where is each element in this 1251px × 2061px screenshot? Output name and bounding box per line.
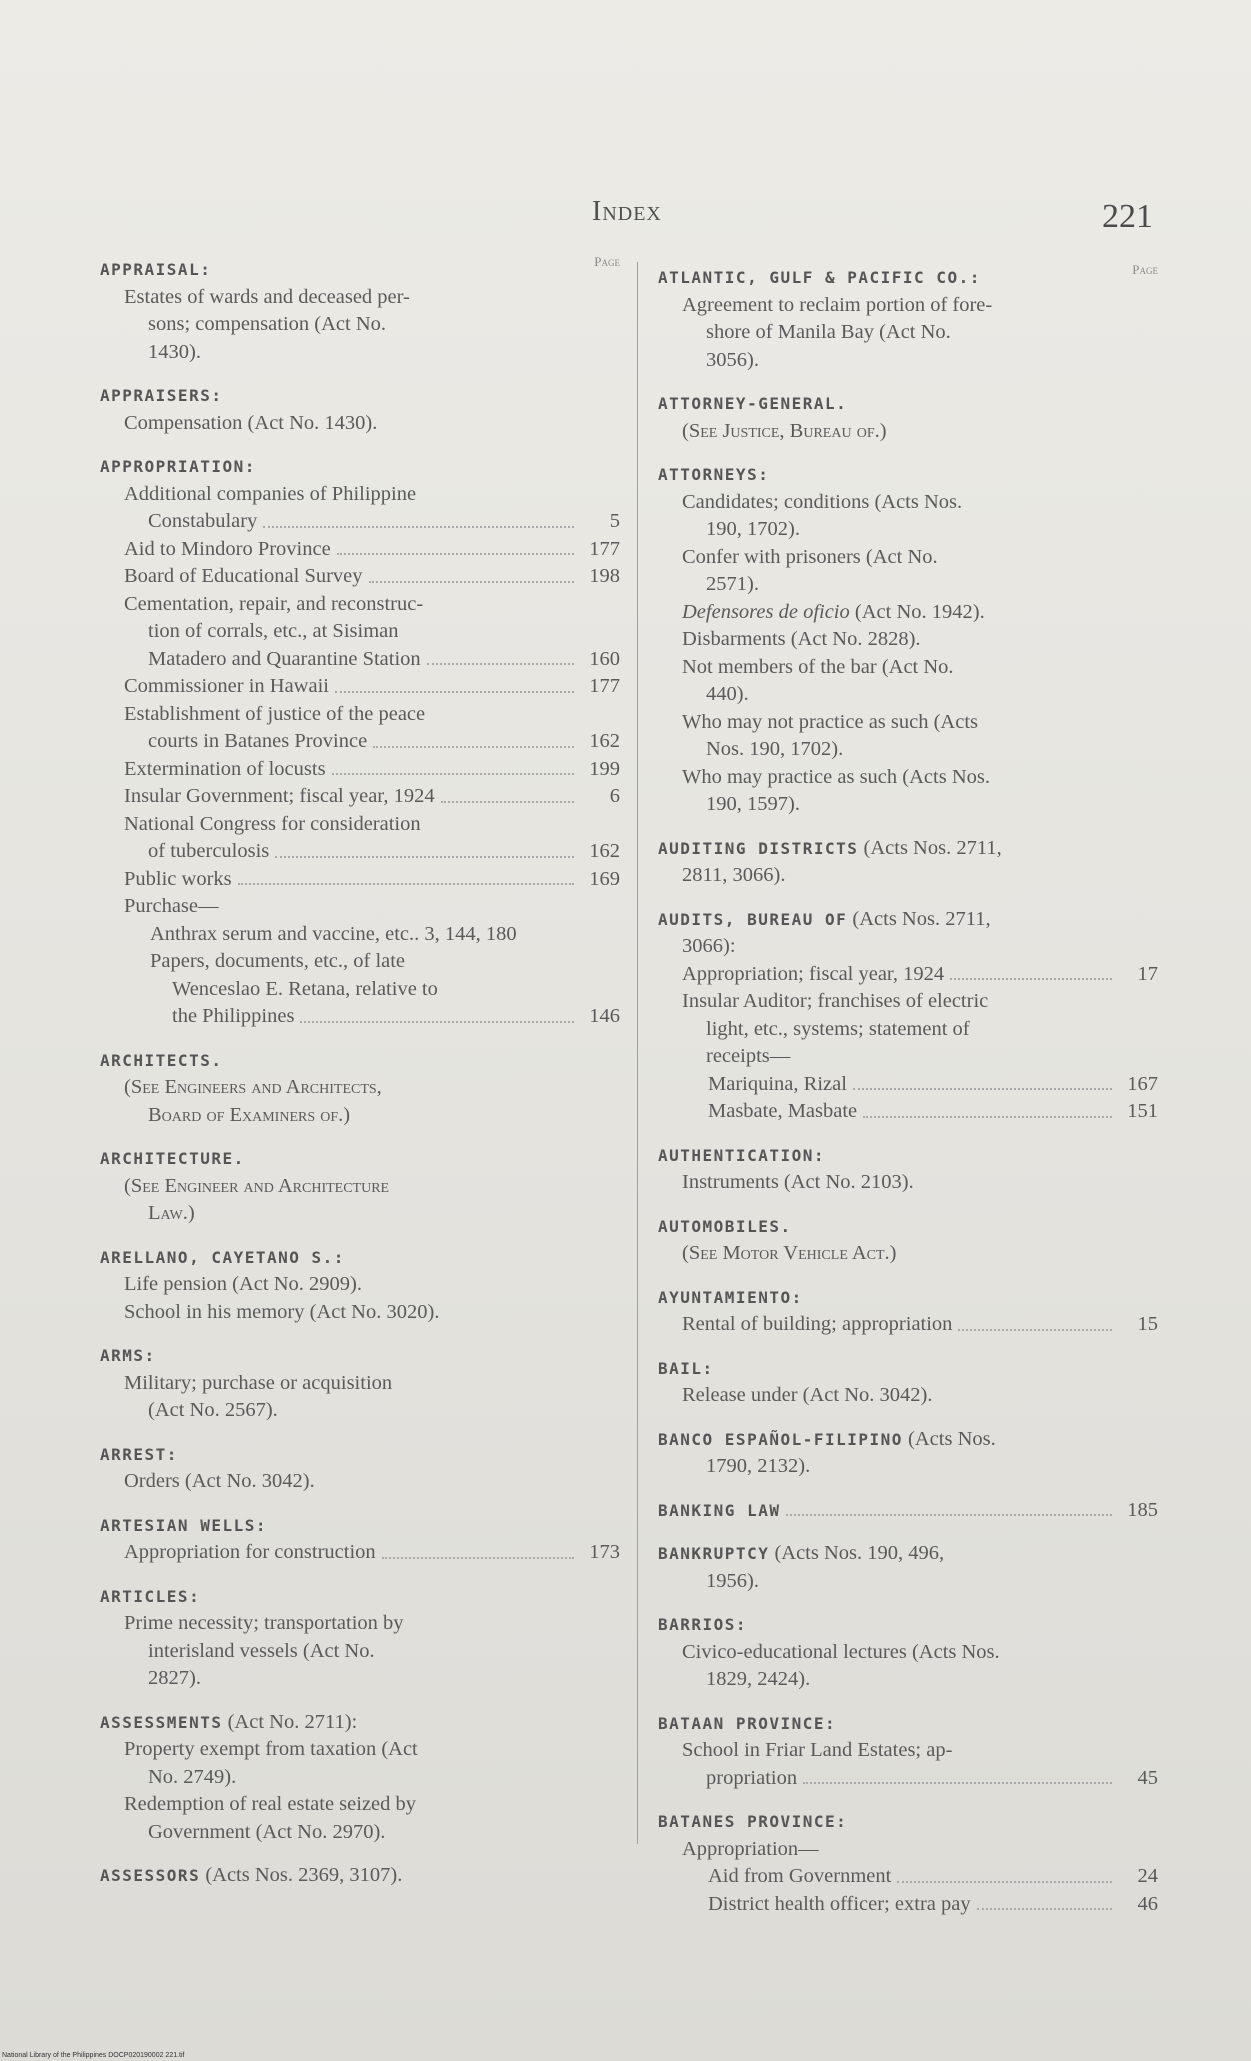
page-ref: 5 [609, 510, 620, 532]
entry-heading: APPRAISAL: [100, 260, 212, 279]
entry-line: 1956). [706, 1569, 759, 1592]
entry-line: 190, 1702). [706, 518, 800, 540]
entry-heading-tail: (Act No. 2711): [227, 1710, 358, 1733]
entry-line: (See Engineers and Architects, [124, 1076, 382, 1098]
entry-ayuntamiento [658, 1284, 1158, 1339]
entry-heading: BANKRUPTCY [658, 1544, 770, 1563]
entry-line: Wenceslao E. Retana, relative to [172, 977, 438, 1000]
entry-heading-tail: (Acts Nos. 2711, [852, 907, 991, 930]
entry-line: 440). [706, 683, 749, 705]
entry-text: Insular Government; fiscal year, 1924 [124, 785, 435, 807]
entry-line: shore of Manila Bay (Act No. [706, 321, 951, 343]
entry-line: (See Engineer and Architecture [124, 1174, 390, 1197]
entry-text: Rental of building; appropriation [682, 1313, 953, 1335]
entry-heading-tail: (Acts Nos. 190, 496, [774, 1542, 945, 1564]
entry-appropriation [100, 453, 620, 1031]
dot-leader [332, 772, 574, 775]
page-ref: 162 [589, 840, 620, 862]
page-ref: 151 [1127, 1100, 1158, 1122]
entry-line: interisland vessels (Act No. [148, 1639, 375, 1662]
page-ref: 45 [1137, 1766, 1158, 1789]
entry-line: receipts— [706, 1045, 791, 1067]
entry-row [100, 536, 620, 564]
entry-row [100, 756, 620, 784]
dot-leader [369, 580, 574, 583]
entry-line: 2811, 3066). [682, 864, 786, 886]
page-ref: 177 [589, 675, 620, 697]
entry-banking-law [658, 1497, 1158, 1525]
entry-text: of tuberculosis [148, 840, 270, 862]
page-ref: 162 [589, 730, 620, 752]
entry-line: Disbarments (Act No. 2828). [682, 628, 921, 650]
entry-heading: BANKING LAW [658, 1500, 781, 1520]
entry-line: 1829, 2424). [706, 1668, 811, 1690]
dot-leader [337, 552, 574, 555]
dot-leader [950, 977, 1112, 980]
entry-attorneys [658, 461, 1158, 819]
page-ref: 146 [589, 1005, 620, 1027]
entry-row [100, 728, 620, 756]
entry-row [100, 783, 620, 811]
page-ref: 177 [589, 537, 620, 560]
entry-row [100, 1539, 620, 1567]
entry-line: Board of Examiners of.) [148, 1103, 351, 1126]
entry-line: Agreement to reclaim portion of fore- [682, 293, 993, 316]
column-divider [637, 262, 638, 1844]
entry-line: Appropriation— [682, 1837, 819, 1860]
entry-line: Life pension (Act No. 2909). [124, 1273, 362, 1295]
dot-leader [803, 1781, 1112, 1784]
entry-line: Candidates; conditions (Acts Nos. [682, 490, 963, 513]
entry-text: Extermination of locusts [124, 757, 326, 780]
page-ref: 167 [1127, 1072, 1158, 1095]
entry-line: 1430). [148, 340, 201, 363]
entry-text: District health officer; extra pay [708, 1892, 971, 1915]
entry-line: National Congress for consideration [124, 812, 421, 835]
entry-heading-tail: (Acts Nos. [908, 1427, 996, 1450]
entry-batanes [658, 1808, 1158, 1918]
entry-line: Civico-educational lectures (Acts Nos. [682, 1640, 1000, 1663]
entry-heading: APPRAISERS: [100, 386, 223, 405]
entry-heading: BATANES PROVINCE: [658, 1812, 848, 1831]
page-ref: 169 [589, 867, 620, 890]
entry-heading: ARTICLES: [100, 1586, 201, 1606]
dot-leader [238, 882, 574, 885]
entry-heading-tail: (Acts Nos. 2711, [863, 836, 1002, 859]
dot-leader [263, 525, 574, 528]
entry-line: Papers, documents, etc., of late [150, 950, 406, 972]
entry-text: propriation [706, 1766, 798, 1789]
page-ref: 46 [1137, 1892, 1158, 1915]
dot-leader [863, 1115, 1112, 1118]
entry-line: (See Motor Vehicle Act.) [682, 1242, 897, 1264]
entry-line: light, etc., systems; statement of [706, 1017, 970, 1040]
entry-line: (See Justice, Bureau of.) [682, 419, 887, 442]
entry-line: Confer with prisoners (Act No. [682, 545, 938, 568]
entry-line: Government (Act No. 2970). [148, 1820, 386, 1843]
dot-leader [441, 800, 574, 803]
entry-architecture [100, 1145, 620, 1228]
entry-line: Purchase— [124, 895, 219, 917]
page-ref: 198 [589, 565, 620, 587]
entry-articles [100, 1583, 620, 1693]
entry-heading: BANCO ESPAÑOL-FILIPINO [658, 1429, 903, 1449]
page-ref: 173 [589, 1541, 620, 1563]
entry-heading: ASSESSORS [100, 1866, 201, 1885]
entry-attorney-general [658, 390, 1158, 445]
dot-leader [786, 1513, 1112, 1516]
entry-line: 190, 1597). [706, 793, 800, 815]
entry-line: No. 2749). [148, 1765, 237, 1788]
entry-heading-tail: (Acts Nos. 2369, 3107). [205, 1864, 403, 1886]
entry-bankruptcy [658, 1540, 1158, 1595]
entry-line: Prime necessity; transportation by [124, 1612, 404, 1634]
dot-leader [977, 1907, 1112, 1910]
page-ref: 160 [589, 647, 620, 670]
entry-heading: APPROPRIATION: [100, 457, 256, 476]
entry-barrios [658, 1611, 1158, 1694]
right-column [658, 264, 1158, 1934]
left-column [100, 256, 620, 1906]
entry-row [658, 1863, 1158, 1891]
entry-row [100, 673, 620, 701]
entry-line: Law.) [148, 1202, 195, 1224]
dot-leader [853, 1087, 1112, 1090]
entry-heading: ATLANTIC, GULF & PACIFIC CO.: [658, 268, 981, 287]
entry-row [100, 866, 620, 894]
entry-row [658, 1098, 1158, 1126]
entry-line: Insular Auditor; franchises of electric [682, 990, 989, 1012]
entry-heading: ARMS: [100, 1346, 156, 1365]
entry-line: Not members of the bar (Act No. [682, 655, 954, 678]
running-title: Index [592, 196, 662, 227]
entry-artesian-wells [100, 1512, 620, 1567]
page-ref: 15 [1137, 1313, 1158, 1335]
archive-credit: National Library of the Philippines DOCP020190002 221.tif [2, 2052, 185, 2059]
entry-heading: ASSESSMENTS [100, 1712, 223, 1732]
entry-line: Compensation (Act No. 1430). [124, 411, 378, 434]
page-number: 221 [1102, 198, 1153, 235]
entry-heading: AUDITS, BUREAU OF [658, 909, 848, 929]
entry-row [658, 961, 1158, 989]
entry-row [100, 838, 620, 866]
entry-line: School in Friar Land Estates; ap- [682, 1739, 953, 1761]
entry-line: Nos. 190, 1702). [706, 738, 844, 760]
page-ref: 185 [1127, 1498, 1158, 1521]
entry-line [658, 599, 1158, 627]
dot-leader [897, 1880, 1112, 1883]
entry-auditing-districts [658, 835, 1158, 890]
entry-text: Defensores de oficio [682, 600, 850, 623]
entry-audits [658, 906, 1158, 1126]
entry-architects [100, 1047, 620, 1130]
entry-heading: ARTESIAN WELLS: [100, 1515, 267, 1535]
entry-heading: ATTORNEYS: [658, 465, 770, 484]
entry-line: sons; compensation (Act No. [148, 313, 386, 335]
entry-line: Property exempt from taxation (Act [124, 1738, 418, 1760]
entry-text: Appropriation for construction [124, 1541, 376, 1563]
entry-automobiles [658, 1213, 1158, 1268]
entry-row [100, 563, 620, 591]
entry-heading: AYUNTAMIENTO: [658, 1287, 803, 1307]
page-column-label: Page [594, 254, 620, 269]
entry-text: the Philippines [172, 1005, 295, 1027]
entry-line: 3056). [706, 348, 759, 371]
dot-leader [427, 662, 574, 665]
entry-line: Orders (Act No. 3042). [124, 1470, 315, 1492]
entry-row [100, 1003, 620, 1031]
entry-bataan [658, 1710, 1158, 1793]
dot-leader [300, 1020, 574, 1023]
entry-heading: BAIL: [658, 1358, 714, 1378]
entry-heading: ARREST: [100, 1444, 178, 1464]
entry-row [658, 1071, 1158, 1099]
entry-line: School in his memory (Act No. 3020). [124, 1300, 440, 1323]
entry-row [658, 1891, 1158, 1919]
entry-line: Release under (Act No. 3042). [682, 1384, 933, 1406]
entry-line: 2571). [706, 573, 759, 595]
entry-line: Cementation, repair, and reconstruc- [124, 592, 424, 615]
entry-line: Estates of wards and deceased per- [124, 285, 410, 308]
dot-leader [335, 690, 574, 693]
entry-line: (Act No. 2567). [148, 1399, 278, 1421]
entry-text: Board of Educational Survey [124, 565, 363, 587]
entry-text: Constabulary [148, 510, 258, 532]
entry-text: courts in Batanes Province [148, 730, 368, 752]
entry-text: Matadero and Quarantine Station [148, 647, 421, 670]
page-ref: 199 [589, 757, 620, 780]
entry-line: Establishment of justice of the peace [124, 702, 426, 725]
entry-arellano [100, 1244, 620, 1327]
entry-row [100, 646, 620, 674]
entry-line: Military; purchase or acquisition [124, 1371, 393, 1394]
entry-text: Public works [124, 867, 232, 890]
entry-line: 1790, 2132). [706, 1455, 811, 1477]
entry-arms [100, 1342, 620, 1425]
entry-line: 2827). [148, 1667, 201, 1689]
entry-line: Additional companies of Philippine [124, 482, 417, 505]
entry-heading: AUTHENTICATION: [658, 1145, 825, 1165]
entry-row [100, 508, 620, 536]
entry-text: Aid to Mindoro Province [124, 537, 331, 560]
entry-line: Redemption of real estate seized by [124, 1793, 417, 1815]
entry-heading: ARELLANO, CAYETANO S.: [100, 1247, 345, 1267]
page-column-label: Page [1132, 262, 1158, 277]
entry-heading: BARRIOS: [658, 1615, 748, 1634]
page-ref: 6 [609, 785, 620, 807]
entry-appraisers [100, 382, 620, 437]
entry-heading: AUTOMOBILES. [658, 1216, 792, 1236]
entry-heading: ARCHITECTURE. [100, 1149, 245, 1168]
entry-line: Instruments (Act No. 2103). [682, 1171, 914, 1193]
entry-assessments [100, 1709, 620, 1847]
entry-text: Appropriation; fiscal year, 1924 [682, 962, 945, 985]
entry-heading: BATAAN PROVINCE: [658, 1713, 837, 1733]
entry-heading: ATTORNEY-GENERAL. [658, 394, 848, 413]
entry-bail [658, 1355, 1158, 1410]
entry-text: Commissioner in Hawaii [124, 675, 329, 697]
entry-line: 3066): [682, 935, 736, 957]
dot-leader [275, 855, 574, 858]
entry-row [658, 1497, 1158, 1525]
dot-leader [373, 745, 574, 748]
entry-row [658, 1311, 1158, 1339]
entry-line: tion of corrals, etc., at Sisiman [148, 620, 399, 642]
entry-banco [658, 1426, 1158, 1481]
entry-row [658, 1765, 1158, 1793]
dot-leader [382, 1556, 574, 1559]
entry-text: Masbate, Masbate [708, 1100, 858, 1122]
entry-atlantic [658, 264, 1158, 374]
entry-authentication [658, 1142, 1158, 1197]
entry-line: Anthrax serum and vaccine, etc.. 3, 144, 180 [150, 922, 517, 945]
page-ref: 24 [1137, 1865, 1158, 1887]
entry-heading: ARCHITECTS. [100, 1050, 223, 1070]
page-ref: 17 [1137, 962, 1158, 985]
entry-text: Aid from Government [708, 1865, 892, 1887]
entry-assessors [100, 1862, 620, 1890]
entry-text: (Act No. 1942). [854, 600, 985, 623]
entry-line: Who may practice as such (Acts Nos. [682, 765, 990, 788]
entry-heading: AUDITING DISTRICTS [658, 838, 859, 858]
entry-line: Who may not practice as such (Acts [682, 710, 979, 733]
entry-arrest [100, 1441, 620, 1496]
entry-appraisal [100, 256, 620, 366]
entry-text: Mariquina, Rizal [708, 1072, 847, 1095]
dot-leader [958, 1328, 1112, 1331]
